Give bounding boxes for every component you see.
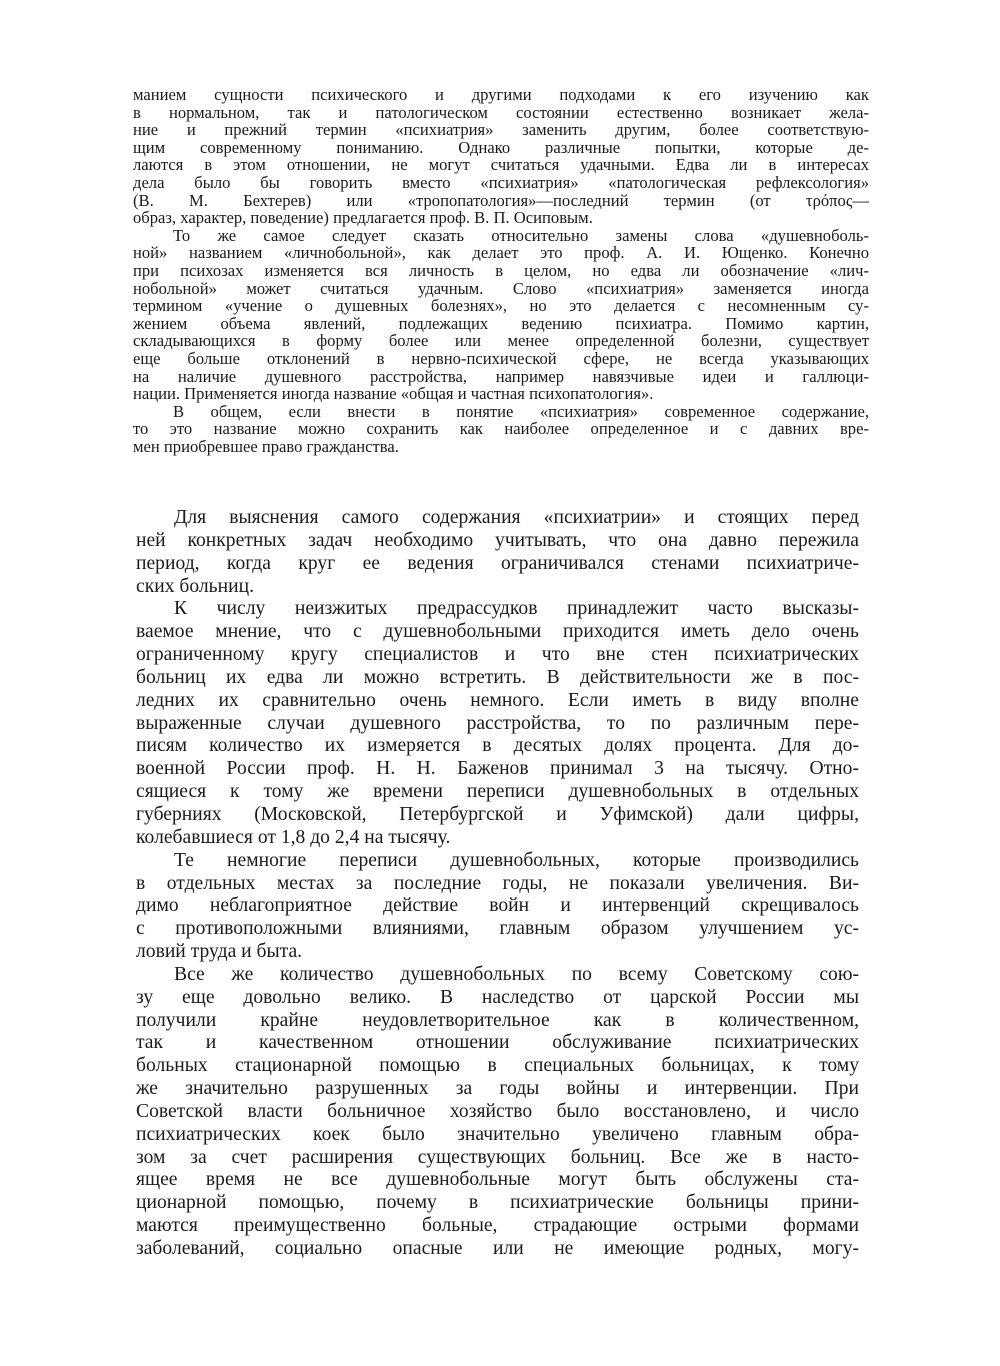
text-line: то это название можно сохранить как наиболее определенное и с давних вре- (133, 419, 869, 439)
text-line: еще больше отклонений в нервно-психической сфере, не всегда указывающих (133, 348, 869, 368)
text-line: ционарной помощью, почему в психиатрические больницы прини- (136, 1192, 859, 1214)
text-line: Те немногие переписи душевнобольных, которые производились (174, 849, 859, 871)
text-line: выраженные случаи душевного расстройства, то по различным пере- (136, 712, 859, 734)
text-line: То же самое следует сказать относительно замены слова «душевноболь- (173, 225, 869, 245)
paragraph (133, 227, 869, 403)
paragraph (133, 403, 869, 456)
text-line: К числу неизжитых предрассудков принадлежит часто высказы- (174, 598, 859, 620)
text-line: писям количество их измеряется в десятых долях процента. Для до- (136, 735, 859, 757)
text-line: Советской власти больничное хозяйство было восстановлено, и число (136, 1100, 859, 1122)
text-line: щим современному пониманию. Однако различные попытки, которые де- (133, 137, 869, 157)
text-line: маются преимущественно больные, страдающие острыми формами (136, 1215, 859, 1237)
text-line: ящее время не все душевнобольные могут быть обслужены ста- (136, 1169, 859, 1191)
text-line: период, когда круг ее ведения ограничивался стенами психиатриче- (136, 552, 859, 574)
text-line: зу еще довольно велико. В наследство от царской России мы (136, 986, 859, 1008)
text-line: дела было бы говорить вместо «психиатрия» «патологическая рефлексология» (133, 172, 869, 192)
text-line: (В. М. Бехтерев) или «тропопатология»—последний термин (от τρόπος— (133, 190, 869, 210)
text-line: мен приобревшее право гражданства. (133, 436, 399, 456)
text-line: с противоположными влияниями, главным образом улучшением ус- (136, 918, 859, 940)
text-line: в нормальном, так и патологическом состоянии естественно возникает жела- (133, 102, 869, 122)
text-line: получили крайне неудовлетворительное как в количественном, (136, 1009, 859, 1031)
text-line: зом за счет расширения существующих больниц. Все же в насто- (136, 1146, 859, 1168)
text-line: колебавшиеся от 1,8 до 2,4 на тысячу. (136, 826, 451, 848)
text-line: образ, характер, поведение) предлагается проф. В. П. Осиповым. (133, 208, 593, 228)
text-line: так и качественном отношении обслуживание психиатрических (136, 1032, 859, 1054)
text-line: ваемое мнение, что с душевнобольными приходится иметь дело очень (136, 621, 859, 643)
text-line: ледних их сравнительно очень немного. Если иметь в виду вполне (136, 689, 859, 711)
text-line: в отдельных местах за последние годы, не показали увеличения. Ви- (136, 872, 859, 894)
text-line: военной России проф. Н. Н. Баженов принимал 3 на тысячу. Отно- (136, 758, 859, 780)
text-line: димо неблагоприятное действие войн и интервенций скрещивалось (136, 895, 859, 917)
top-section-text (133, 86, 869, 455)
text-line: термином «учение о душевных болезнях», но это делается с несомненным су- (133, 296, 869, 316)
text-line: ских больниц. (136, 575, 254, 597)
text-line: ограниченному кругу специалистов и что вне стен психиатрических (136, 644, 859, 666)
text-line: нации. Применяется иногда название «общая и частная психопатология». (133, 384, 654, 404)
text-line: же значительно разрушенных за годы войны и интервенции. При (136, 1078, 859, 1100)
paragraph (136, 964, 859, 1261)
text-line: на наличие душевного расстройства, например навязчивые идеи и галлюци- (133, 366, 869, 386)
paragraph (133, 86, 869, 227)
text-line: ней конкретных задач необходимо учитывать, что она давно пережила (136, 529, 859, 551)
main-section-text (136, 507, 859, 1261)
text-line: В общем, если внести в понятие «психиатрия» современное содержание, (173, 401, 869, 421)
text-line: сящиеся к тому же времени переписи душевнобольных в отдельных (136, 781, 859, 803)
text-line: психиатрических коек было значительно увеличено главным обра- (136, 1123, 859, 1145)
text-line: нобольной» может считаться удачным. Слово «психиатрия» заменяется иногда (133, 278, 869, 298)
text-line: губерниях (Московской, Петербургской и Уфимской) дали цифры, (136, 803, 859, 825)
paragraph (136, 507, 859, 598)
text-line: ние и прежний термин «психиатрия» заменить другим, более соответствую- (133, 120, 869, 140)
text-line: Все же количество душевнобольных по всему Советскому сою- (174, 963, 859, 985)
text-line: жением объема явлений, подлежащих ведению психиатра. Помимо картин, (133, 313, 869, 333)
text-line: ловий труда и быта. (136, 941, 303, 963)
paragraph (136, 850, 859, 964)
text-line: манием сущности психического и другими подходами к его изучению как (133, 85, 869, 104)
text-line: складывающихся в форму более или менее определенной болезни, существует (133, 331, 869, 351)
text-line: при психозах изменяется вся личность в целом, но едва ли обозначение «лич- (133, 260, 869, 280)
paragraph (136, 598, 859, 849)
text-line: лаются в этом отношении, не могут считаться удачными. Едва ли в интересах (133, 155, 869, 175)
text-line: больниц их едва ли можно встретить. В действительности же в пос- (136, 666, 859, 688)
text-line: Для выяснения самого содержания «психиатрии» и стоящих перед (174, 507, 859, 528)
text-line: заболеваний, социально опасные или не имеющие родных, могу- (136, 1238, 859, 1259)
text-line: больных стационарной помощью в специальных больницах, к тому (136, 1055, 859, 1077)
text-line: ной» названием «личнобольной», как делает это проф. А. И. Ющенко. Конечно (133, 243, 869, 263)
